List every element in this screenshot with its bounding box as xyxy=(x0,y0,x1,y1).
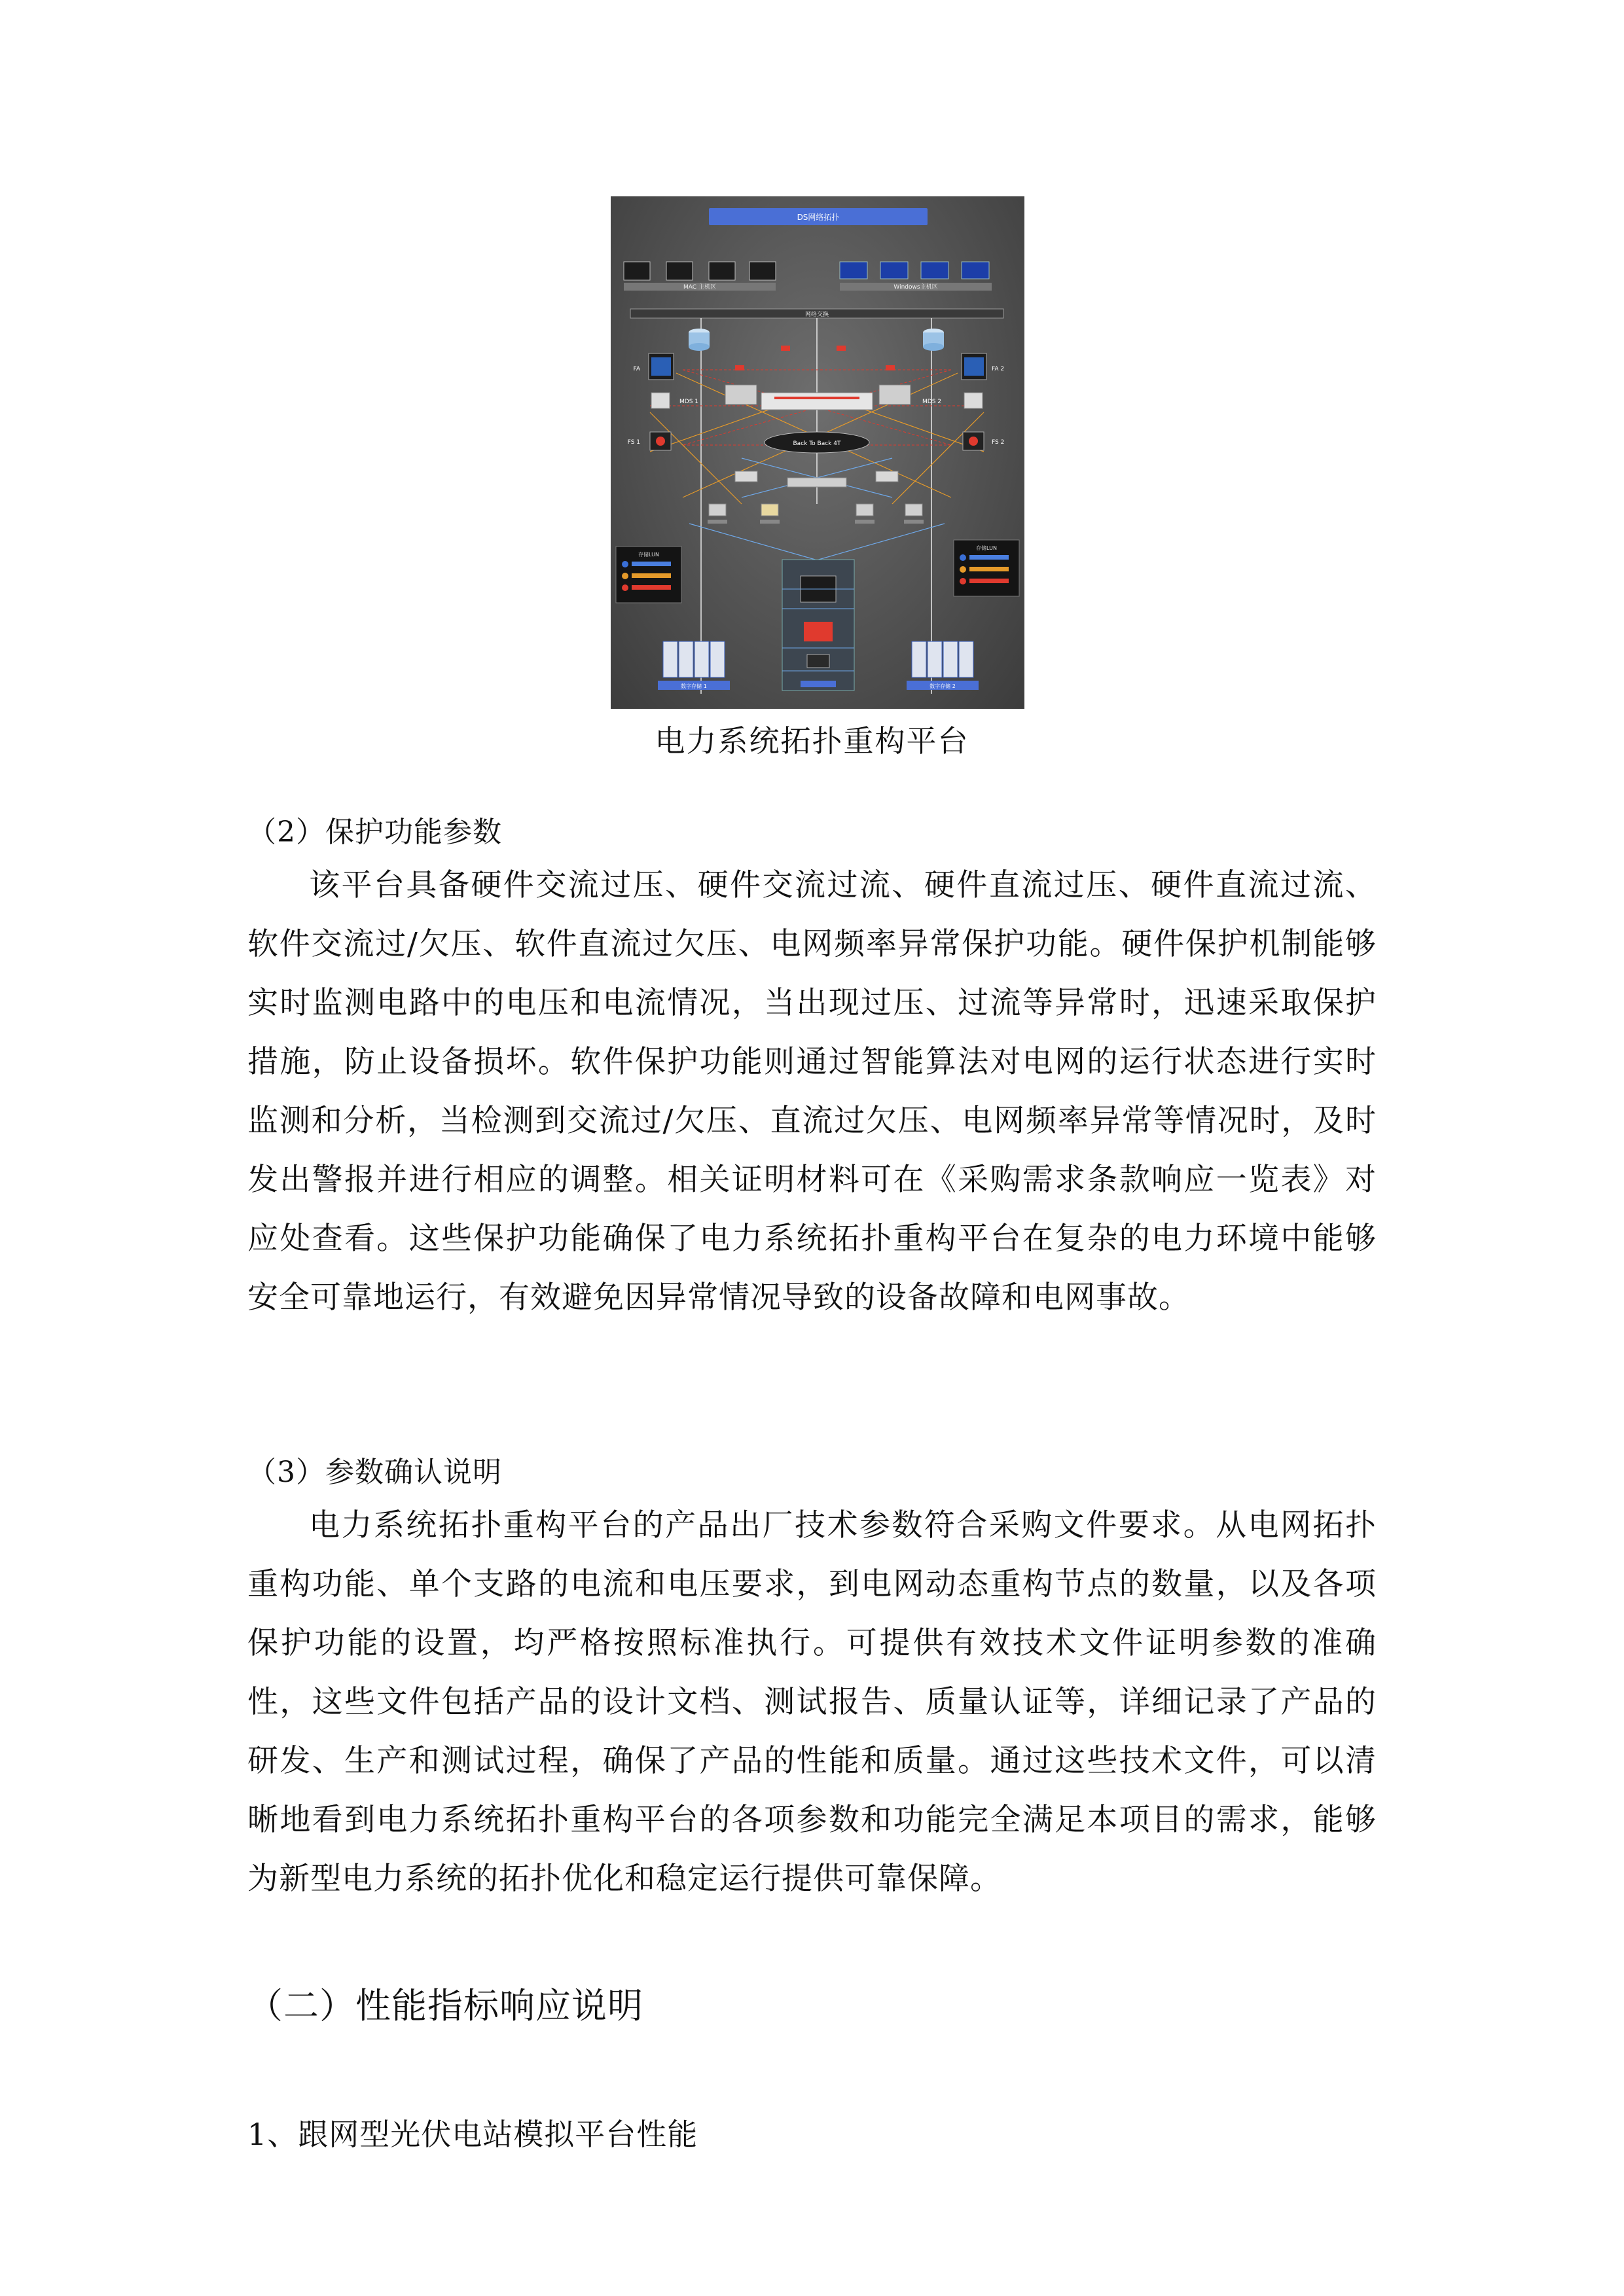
paragraph-protection-params: 该平台具备硬件交流过压、硬件交流过流、硬件直流过压、硬件直流过流、软件交流过/欠压、软件直流过欠压、电网频率异常保护功能。硬件保护机制能够实时监测电路中的电压和电流情况，当出现过压、过流等异常时，迅速采取保护措施，防止设备损坏。软件保护功能则通过智能算法对电网的运行状态进行实时监测和分析，当检测到交流过/欠压、直流过欠压、电网频率异常等情况时，及时发出警报并进行相应的调整。相关证明材料可在《采购需求条款响应一览表》对应处查看。这些保护功能确保了电力系统拓扑重构平台在复杂的电力环境中能够安全可靠地运行，有效避免因异常情况导致的设备故障和电网事故。 xyxy=(247,867,1377,1316)
heading-protection-params: （2）保护功能参数 xyxy=(247,816,502,849)
core-chassis xyxy=(761,393,873,410)
core-switch-left xyxy=(725,385,757,404)
lun-left-title: 存储LUN xyxy=(638,552,659,558)
lun-panel-left xyxy=(616,547,681,603)
mds1-node xyxy=(651,393,670,408)
storage1-label: 数字存储 1 xyxy=(681,683,707,689)
database-icon-right xyxy=(923,329,944,351)
storage2-label: 数字存储 2 xyxy=(929,683,956,689)
paragraph-param-confirm: 电力系统拓扑重构平台的产品出厂技术参数符合采购文件要求。从电网拓扑重构功能、单个支路的电流和电压要求，到电网动态重构节点的数量，以及各项保护功能的设置，均严格按照标准执行。可提供有效技术文件证明参数的准确性，这些文件包括产品的设计文档、测试报告、质量认证等，详细记录了产品的研发、生产和测试过程，确保了产品的性能和质量。通过这些技术文件，可以清晰地看到电力系统拓扑重构平台的各项参数和功能完全满足本项目的需求，能够为新型电力系统的拓扑优化和稳定运行提供可靠保障。 xyxy=(247,1507,1377,1897)
lun-panel-right xyxy=(954,540,1019,596)
mac-group-label: MAC 主机区 xyxy=(683,284,716,291)
windows-group-label: Windows主机区 xyxy=(893,284,938,291)
subsection-heading-pv-platform: 1、跟网型光伏电站模拟平台性能 xyxy=(247,2117,698,2152)
btb-label: Back To Back 4T xyxy=(793,440,841,447)
core-switch-right xyxy=(879,385,911,404)
storage-array-right xyxy=(907,641,979,690)
mds1-label: MDS 1 xyxy=(679,399,698,405)
topology-figure xyxy=(611,196,1024,709)
mac-hosts xyxy=(624,262,776,291)
section-heading-performance: （二）性能指标响应说明 xyxy=(247,1985,643,2026)
fa1-label: FA xyxy=(633,366,640,372)
fs1-label: FS 1 xyxy=(627,439,640,446)
storage-array-left xyxy=(658,641,730,690)
banner-label: DS网络拓扑 xyxy=(797,213,840,222)
fa2-label: FA 2 xyxy=(992,366,1005,372)
switch-label: 网络交换 xyxy=(804,312,829,318)
mds2-label: MDS 2 xyxy=(922,399,941,405)
fs2-label: FS 2 xyxy=(992,439,1005,446)
database-icon-left xyxy=(689,329,710,351)
heading-param-confirm: （3）参数确认说明 xyxy=(247,1456,502,1489)
windows-hosts xyxy=(840,262,992,291)
topology-diagram xyxy=(611,196,1024,709)
mds2-node xyxy=(964,393,983,408)
lun-right-title: 存储LUN xyxy=(976,545,997,551)
figure-caption: 电力系统拓扑重构平台 xyxy=(655,723,969,759)
